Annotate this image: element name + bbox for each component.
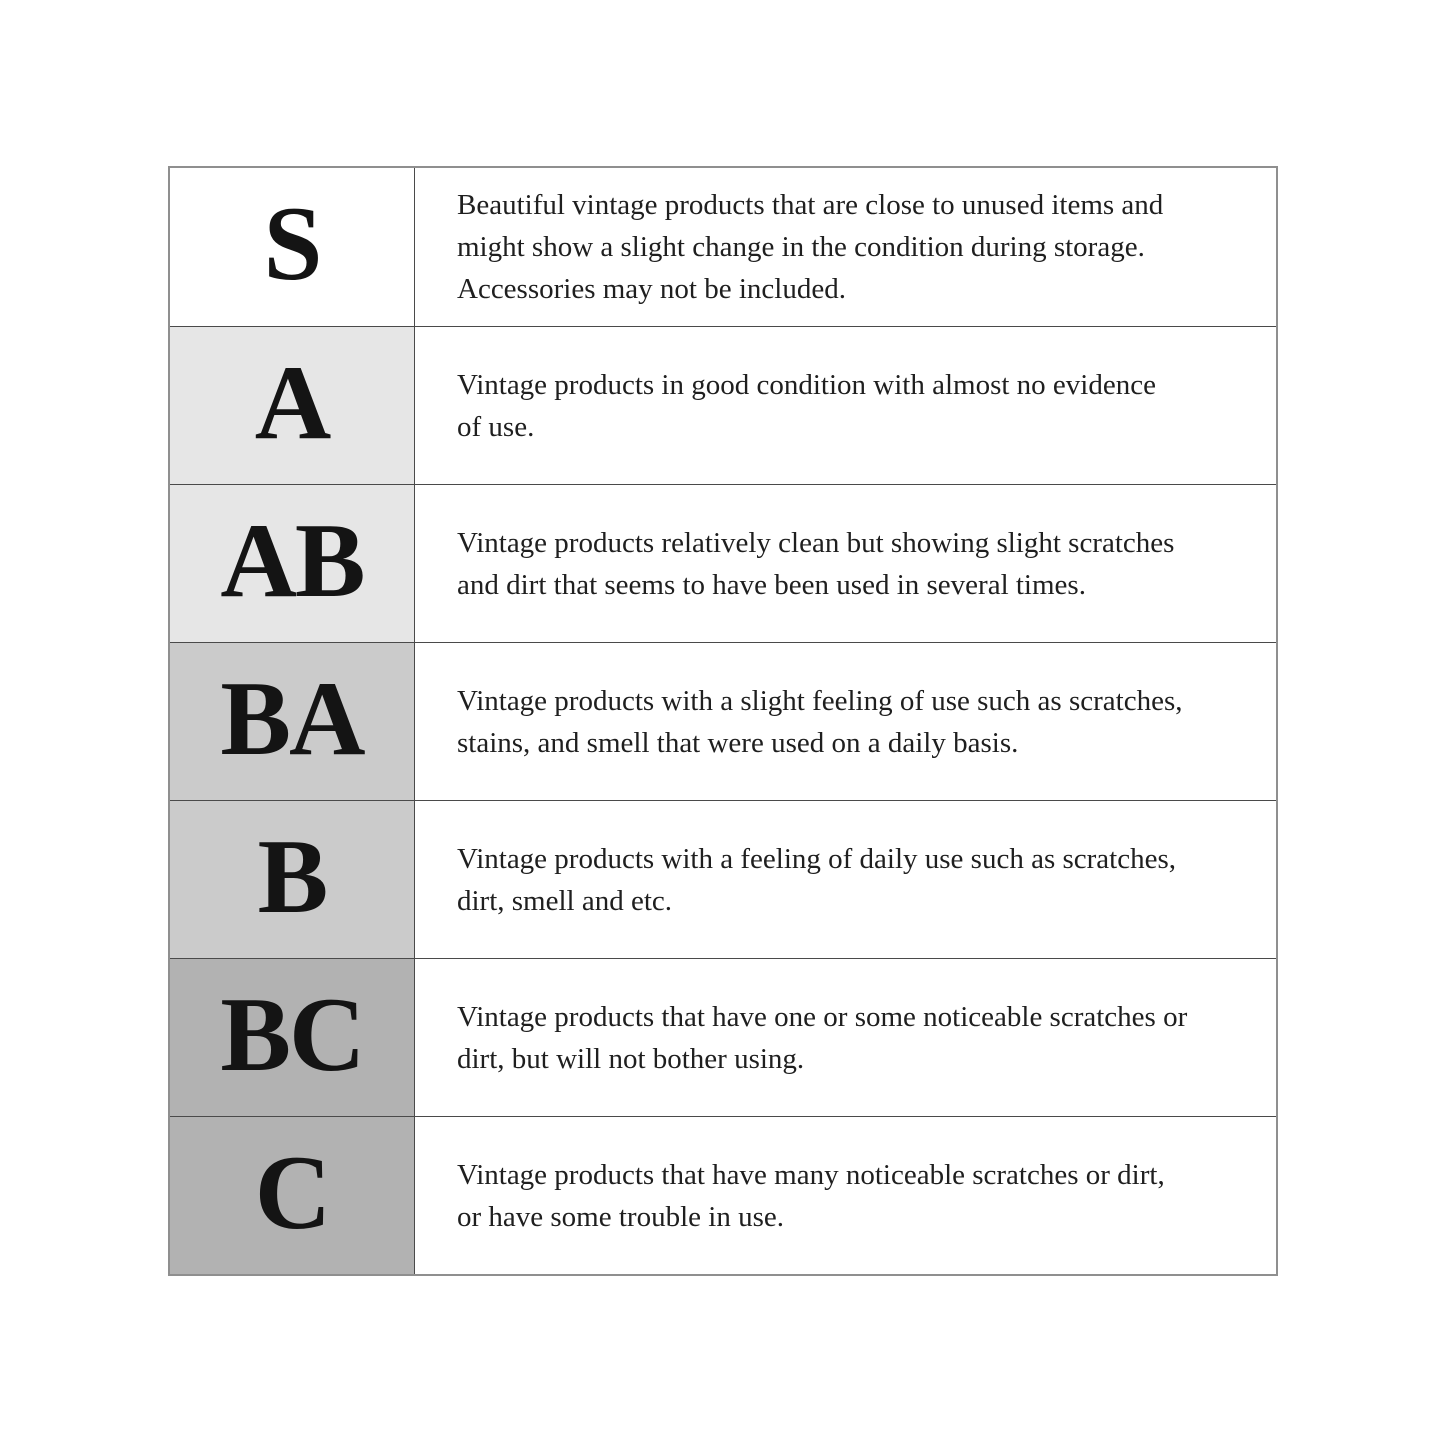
- description-line: and dirt that seems to have been used in several times.: [457, 568, 1086, 601]
- description-cell-c: [415, 1117, 1276, 1274]
- grade-cell-s: [170, 168, 415, 326]
- description-line: of use.: [457, 410, 535, 443]
- grade-cell-bc: [170, 959, 415, 1116]
- description-line: dirt, smell and etc.: [457, 884, 673, 917]
- grade-cell-c: [170, 1117, 415, 1274]
- description-line: Vintage products that have one or some noticeable scratches or: [457, 1000, 1188, 1033]
- description-cell-a: [415, 327, 1276, 484]
- description-line: Beautiful vintage products that are close to unused items and: [457, 189, 1164, 221]
- description-line: Vintage products in good condition with almost no evidence: [457, 368, 1156, 401]
- description-cell-s: [415, 168, 1276, 326]
- grade-row-ba: [170, 642, 1276, 800]
- grade-letter-b: B: [257, 817, 327, 935]
- grade-cell-ab: [170, 485, 415, 642]
- grade-row-b: [170, 800, 1276, 958]
- description-line: Vintage products with a slight feeling of use such as scratches,: [457, 684, 1183, 717]
- grade-letter-c: C: [254, 1133, 330, 1251]
- condition-grade-table: [168, 166, 1278, 1276]
- description-line: Vintage products relatively clean but showing slight scratches: [457, 526, 1175, 559]
- description-line: Vintage products with a feeling of daily use such as scratches,: [457, 842, 1177, 875]
- grade-letter-s: S: [263, 185, 321, 302]
- description-line: Vintage products that have many noticeable scratches or dirt,: [457, 1158, 1165, 1191]
- grade-row-ab: [170, 484, 1276, 642]
- description-cell-b: [415, 801, 1276, 958]
- grade-cell-ba: [170, 643, 415, 800]
- description-cell-ba: [415, 643, 1276, 800]
- description-cell-bc: [415, 959, 1276, 1116]
- description-line: or have some trouble in use.: [457, 1200, 784, 1233]
- grade-cell-b: [170, 801, 415, 958]
- grade-letter-ba: BA: [220, 659, 364, 777]
- description-line: dirt, but will not bother using.: [457, 1042, 805, 1075]
- grade-row-s: [170, 168, 1276, 326]
- description-line: Accessories may not be included.: [457, 273, 846, 305]
- grade-row-a: [170, 326, 1276, 484]
- description-line: might show a slight change in the condition during storage.: [457, 231, 1145, 263]
- description-line: stains, and smell that were used on a daily basis.: [457, 726, 1019, 759]
- description-cell-ab: [415, 485, 1276, 642]
- grade-letter-a: A: [254, 343, 330, 461]
- grade-letter-ab: AB: [220, 501, 364, 619]
- grade-row-c: [170, 1116, 1276, 1274]
- grade-cell-a: [170, 327, 415, 484]
- grade-row-bc: [170, 958, 1276, 1116]
- grade-letter-bc: BC: [220, 975, 364, 1093]
